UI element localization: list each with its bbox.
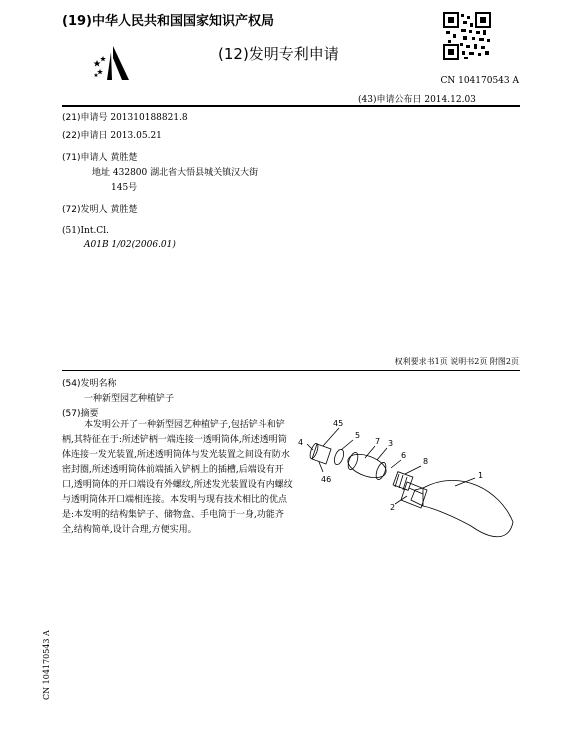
section-divider [62,370,520,371]
address-label: 地址 [92,168,111,178]
drawing-label: 6 [401,451,407,460]
application-date-row [62,129,162,143]
publication-date: 2014.12.03 [424,95,476,105]
applicant-row [62,151,137,165]
inventor-row [62,203,137,217]
drawing-label: 5 [355,431,361,440]
cnipa-logo-icon [93,44,133,84]
drawing-label: 45 [333,419,344,428]
page-count-info: 权利要求书1页 说明书2页 附图2页 [394,357,519,366]
publication-date-row [358,92,476,105]
drawing-label: 46 [321,475,332,484]
application-date: 2013.05.21 [110,131,162,141]
address-line-2: 145号 [111,183,138,193]
publication-number: CN 104170543 A [440,76,519,86]
inventor-label: (72)发明人 [62,205,108,215]
int-cl-label: (51)Int.Cl. [62,226,109,236]
drawing-label: 7 [375,437,381,446]
drawing-label: 8 [423,457,429,466]
invention-title: 一种新型园艺种植铲子 [84,394,175,404]
application-date-label: (22)申请日 [62,131,108,141]
inventor-name: 黄胜楚 [110,205,138,215]
document-type: (12)发明专利申请 [218,45,339,63]
applicant-label: (71)申请人 [62,153,108,163]
shovel-drawing [295,410,525,570]
ipc-classification: A01B 1/02(2006.01) [84,240,176,250]
abstract-label: (57)摘要 [62,409,99,419]
header-divider [62,105,520,107]
drawing-label: 2 [390,503,396,512]
application-number-row [62,111,188,125]
address-line-1: 432800 湖北省大悟县城关镇汉大街 [112,168,259,178]
side-publication-number: CN 104170543 A [42,630,51,700]
invention-title-label: (54)发明名称 [62,379,117,389]
publication-date-label: (43)申请公布日 [358,95,422,105]
qr-code-icon [443,12,491,60]
address-row [62,166,258,180]
office-title: (19)中华人民共和国国家知识产权局 [62,14,274,29]
application-number-label: (21)申请号 [62,113,108,123]
abstract-text: 本发明公开了一种新型园艺种植铲子,包括铲斗和铲柄,其特征在于:所述铲柄一端连接一透明筒体,所述透明筒体连接一发光装置,所述透明筒体与发光装置之间设有防水密封圈,所述透明筒体前端插入铲柄上的插槽,后端设有开口,透明筒体的开口端设有外螺纹,所述发光装置设有内螺纹与透明筒体开口端相连接。本发明与现有技术相比的优点是:本发明的结构集铲子、储物盒、手电筒于一身,功能齐全,结构简单,设计合理,方便实用。 [62,420,293,535]
drawing-label: 4 [298,438,304,447]
drawing-label: 3 [388,439,394,448]
application-number: 201310188821.8 [110,113,188,123]
applicant-name: 黄胜楚 [110,153,138,163]
drawing-label: 1 [478,471,484,480]
